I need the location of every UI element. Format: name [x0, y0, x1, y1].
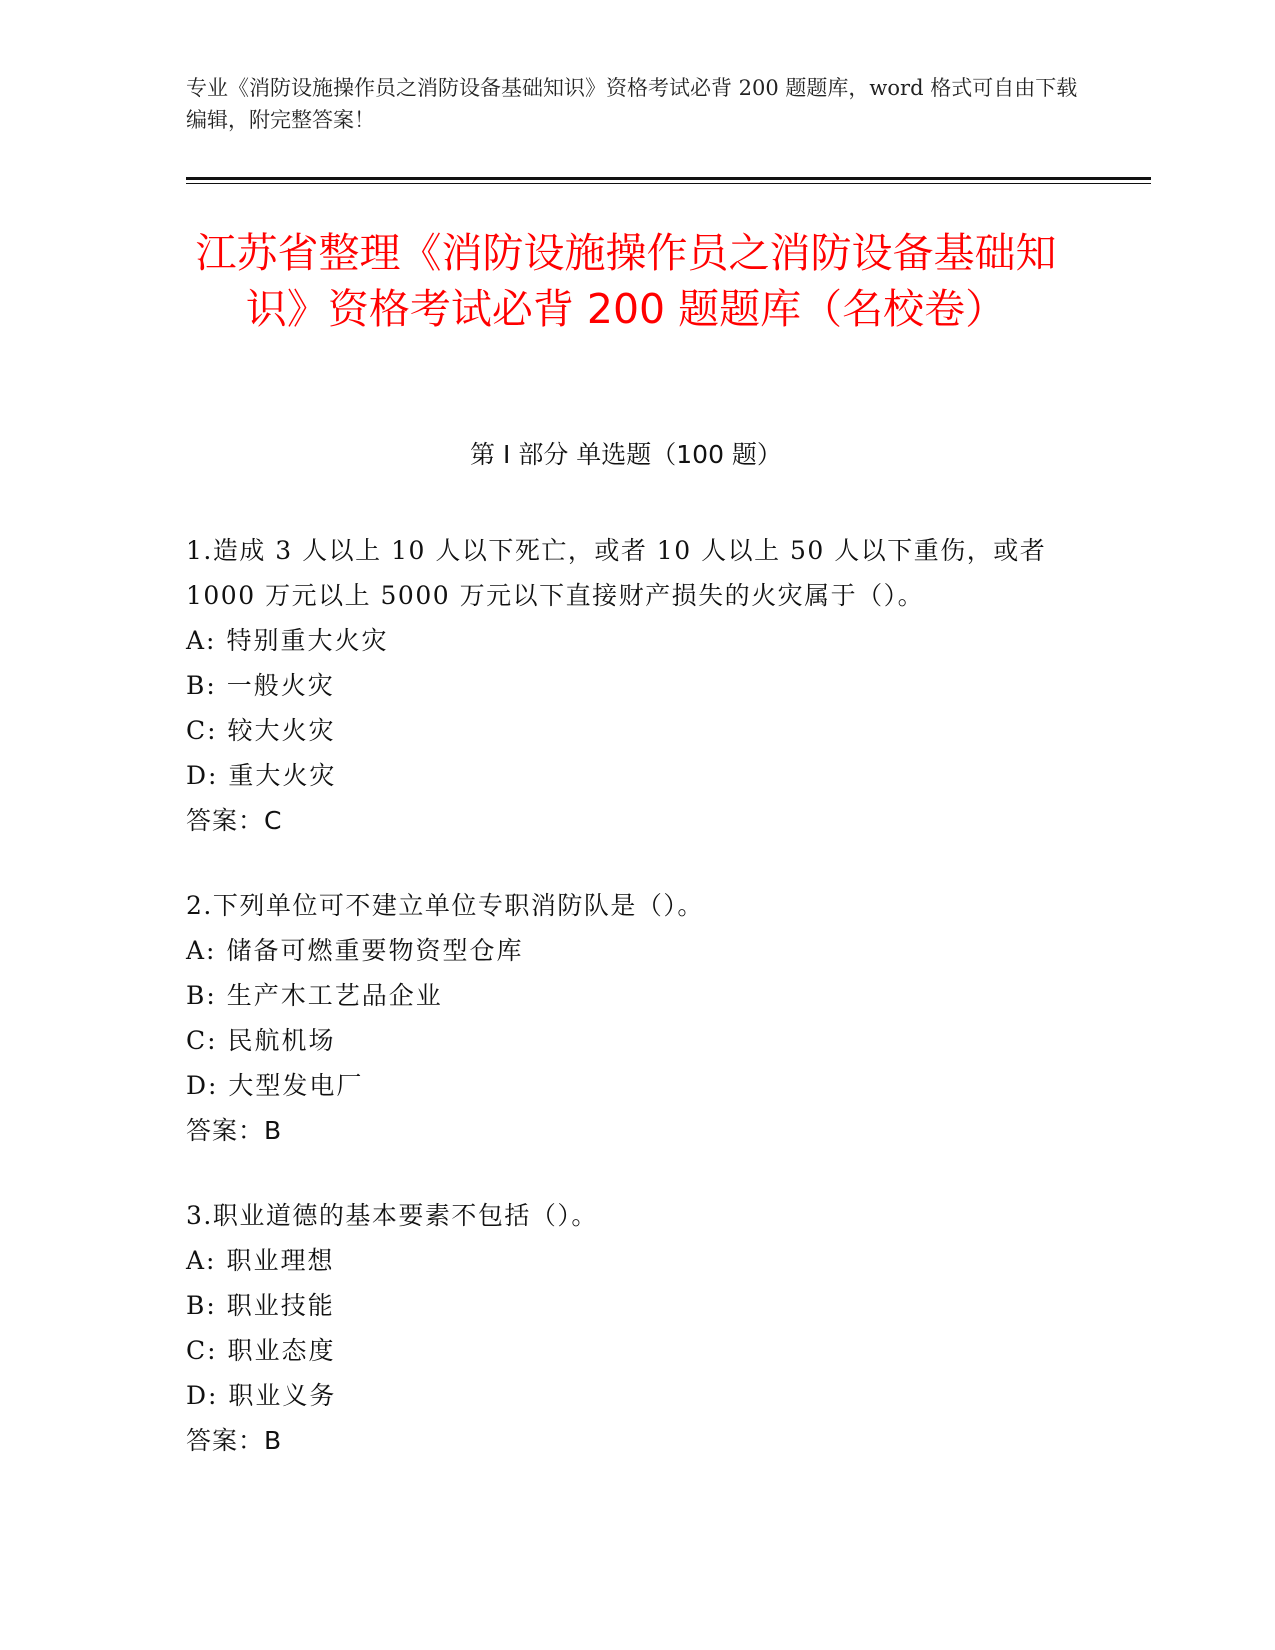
question-list — [186, 528, 1086, 1503]
header-note: 专业《消防设施操作员之消防设备基础知识》资格考试必背 200 题题库，word 格式可自由下载编辑，附完整答案！ — [186, 76, 1078, 132]
option-text: 职业理想 — [226, 1246, 335, 1275]
option-a — [186, 618, 1086, 663]
answer-prefix: 答案： — [186, 806, 265, 835]
option-label: A: — [186, 626, 217, 655]
option-text: 重大火灾 — [228, 761, 337, 790]
option-text: 职业技能 — [226, 1291, 335, 1320]
option-label: C: — [186, 1336, 218, 1365]
option-text: 大型发电厂 — [228, 1071, 364, 1100]
answer-prefix: 答案： — [186, 1116, 265, 1145]
option-text: 储备可燃重要物资型仓库 — [226, 936, 524, 965]
question-3 — [186, 1193, 1086, 1463]
option-label: B: — [186, 671, 217, 700]
option-d — [186, 1063, 1086, 1108]
section-heading: 第 I 部分 单选题（100 题） — [470, 440, 782, 469]
option-b — [186, 663, 1086, 708]
option-a — [186, 1238, 1086, 1283]
option-a — [186, 928, 1086, 973]
question-stem: 1.造成 3 人以上 10 人以下死亡，或者 10 人以上 50 人以下重伤，或者 1000 万元以上 5000 万元以下直接财产损失的火灾属于（）。 — [186, 536, 1047, 610]
option-label: B: — [186, 1291, 217, 1320]
option-label: C: — [186, 716, 218, 745]
option-label: A: — [186, 936, 217, 965]
answer-prefix: 答案： — [186, 1426, 265, 1455]
option-text: 一般火灾 — [226, 671, 335, 700]
option-label: D: — [186, 1071, 219, 1100]
option-label: C: — [186, 1026, 218, 1055]
option-label: D: — [186, 1381, 219, 1410]
option-label: B: — [186, 981, 217, 1010]
option-label: D: — [186, 761, 219, 790]
question-1 — [186, 528, 1086, 843]
option-d — [186, 1373, 1086, 1418]
answer-line — [186, 1418, 1086, 1463]
option-d — [186, 753, 1086, 798]
question-stem: 3.职业道德的基本要素不包括（）。 — [186, 1201, 598, 1230]
option-c — [186, 1328, 1086, 1373]
answer-value: C — [264, 806, 282, 835]
header-rule-thin — [186, 183, 1151, 184]
question-2 — [186, 883, 1086, 1153]
document-title: 江苏省整理《消防设施操作员之消防设备基础知识》资格考试必背 200 题题库（名校卷） — [195, 229, 1057, 333]
answer-value: B — [264, 1426, 282, 1455]
option-b — [186, 973, 1086, 1018]
option-text: 生产木工艺品企业 — [226, 981, 443, 1010]
header-rule-thick — [186, 177, 1151, 180]
answer-value: B — [264, 1116, 282, 1145]
option-text: 民航机场 — [227, 1026, 336, 1055]
question-stem: 2.下列单位可不建立单位专职消防队是（）。 — [186, 891, 704, 920]
answer-line — [186, 1108, 1086, 1153]
option-b — [186, 1283, 1086, 1328]
option-c — [186, 708, 1086, 753]
option-text: 职业态度 — [227, 1336, 336, 1365]
answer-line — [186, 798, 1086, 843]
option-text: 较大火灾 — [227, 716, 336, 745]
option-text: 职业义务 — [228, 1381, 337, 1410]
option-label: A: — [186, 1246, 217, 1275]
option-c — [186, 1018, 1086, 1063]
option-text: 特别重大火灾 — [226, 626, 389, 655]
